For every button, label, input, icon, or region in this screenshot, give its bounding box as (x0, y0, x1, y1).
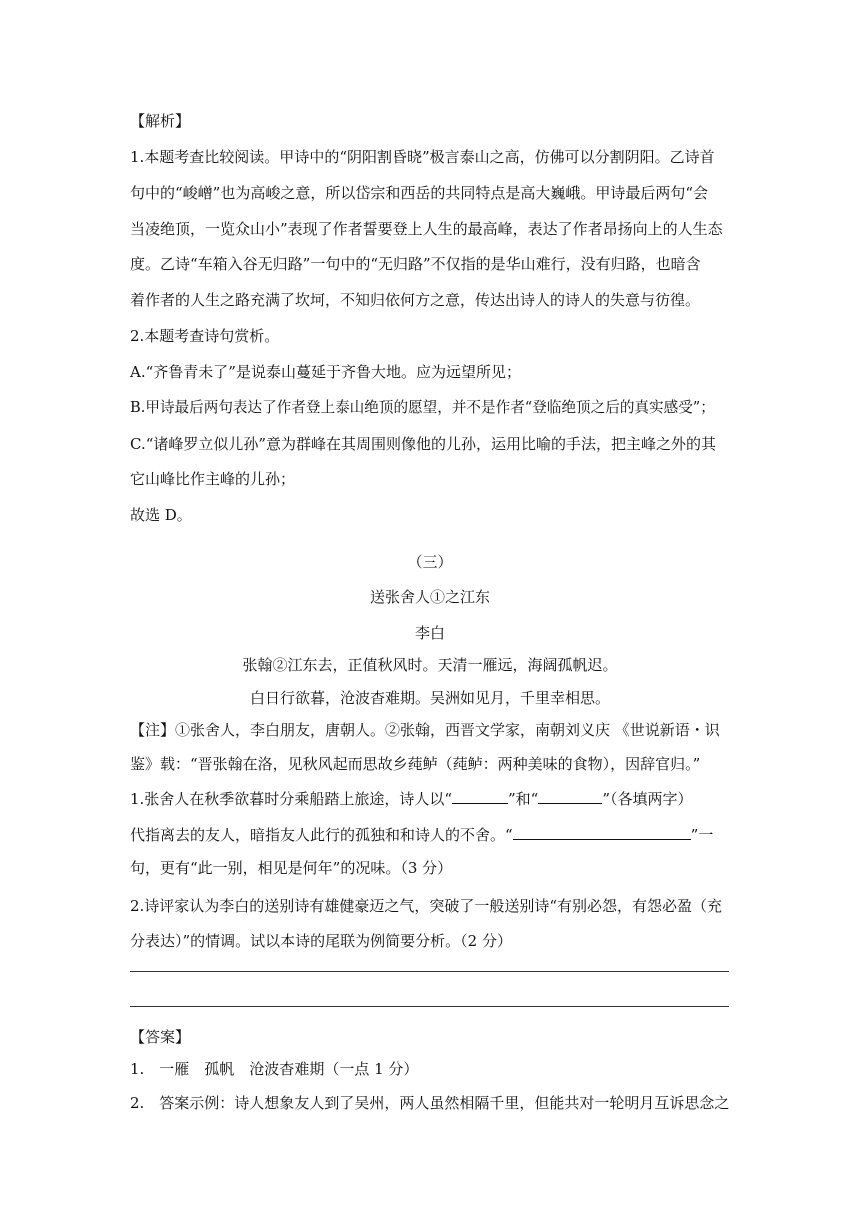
note-line-2: 鉴》载：“晋张翰在洛，见秋风起而思故乡莼鲈（莼鲈：两种美味的食物），因辞官归。” (130, 755, 701, 773)
poem-section-number: （三） (407, 553, 453, 571)
analysis-option-c-line-2: 它山峰比作主峰的儿孙； (130, 470, 296, 488)
answer-line-1[interactable] (130, 971, 729, 972)
analysis-p1-line-3: 当凌绝顶，一览众山小”表现了作者誓要登上人生的最高峰，表达了作者昂扬向上的人生态 (130, 220, 723, 238)
question-1-text-a: 1.张舍人在秋季欲暮时分乘船踏上旅途，诗人以“ (130, 790, 452, 808)
analysis-option-b: B.甲诗最后两句表达了作者登上泰山绝顶的愿望，并不是作者“登临绝顶之后的真实感受”； (130, 399, 715, 416)
question-2-line-2: 分表达）”的情调。试以本诗的尾联为例简要分析。（2 分） (130, 932, 512, 950)
analysis-p1-line-2: 句中的“峻嶒”也为高峻之意，所以岱宗和西岳的共同特点是高大巍峨。甲诗最后两句“会 (130, 184, 709, 202)
answer-1: 1. 一雁 孤帆 沧波杳难期（一点 1 分） (130, 1060, 419, 1078)
answer-blank-3[interactable] (513, 825, 691, 840)
analysis-p2: 2.本题考查诗句赏析。 (130, 327, 280, 345)
answer-line-2[interactable] (130, 1006, 729, 1007)
analysis-choice: 故选 D。 (130, 506, 192, 524)
analysis-heading: 【解析】 (130, 112, 191, 130)
answer-heading: 【答案】 (130, 1028, 191, 1046)
analysis-p1-line-1: 1.本题考查比较阅读。甲诗中的“阴阳割昏晓”极言泰山之高，仿佛可以分割阴阳。乙诗首 (130, 148, 715, 166)
analysis-p1-line-5: 着作者的人生之路充满了坎坷，不知归依何方之意，传达出诗人的诗人的失意与彷徨。 (130, 291, 701, 309)
poem-author: 李白 (414, 624, 445, 642)
answer-blank-2[interactable] (538, 789, 602, 804)
analysis-option-c-line-1: C.“诸峰罗立似儿孙”意为群峰在其周围则像他的儿孙，运用比喻的手法，把主峰之外的其 (130, 435, 717, 453)
poem-title: 送张舍人①之江东 (369, 588, 490, 606)
analysis-option-a: A.“齐鲁青未了”是说泰山蔓延于齐鲁大地。应为远望所见； (130, 363, 521, 381)
poem-line-2: 白日行欲暮，沧波杳难期。吴洲如见月，千里幸相思。 (249, 689, 610, 707)
question-2-line-1: 2.诗评家认为李白的送别诗有雄健豪迈之气，突破了一般送别诗“有别必怨，有怨必盈（充 (130, 897, 722, 915)
question-1-text-e: ”一 (690, 826, 714, 844)
note-line-1: 【注】①张舍人，李白朋友，唐朝人。②张翰，西晋文学家，南朝刘义庆 《世说新语・识 (130, 721, 720, 739)
poem-line-1: 张翰②江东去，正值秋风时。天清一雁远，海阔孤帆迟。 (242, 656, 618, 674)
question-1-text-b: ”和“ (507, 790, 539, 808)
answer-2: 2. 答案示例：诗人想象友人到了吴州，两人虽然相隔千里，但能共对一轮明月互诉思念之 (130, 1094, 730, 1112)
question-1-line-2 (130, 825, 730, 845)
answer-blank-1[interactable] (452, 789, 508, 804)
question-1-line-3: 句，更有“此一别，相见是何年”的况味。（3 分） (130, 859, 453, 877)
question-1-text-c: ”（各填两字） (602, 790, 693, 808)
analysis-p1-line-4: 度。乙诗“车箱入谷无归路”一句中的“无归路”不仅指的是华山难行，没有归路，也暗含 (130, 255, 701, 273)
question-1-line-1 (130, 789, 730, 809)
question-1-text-d: 代指离去的友人，暗指友人此行的孤独和和诗人的不舍。“ (130, 826, 513, 844)
